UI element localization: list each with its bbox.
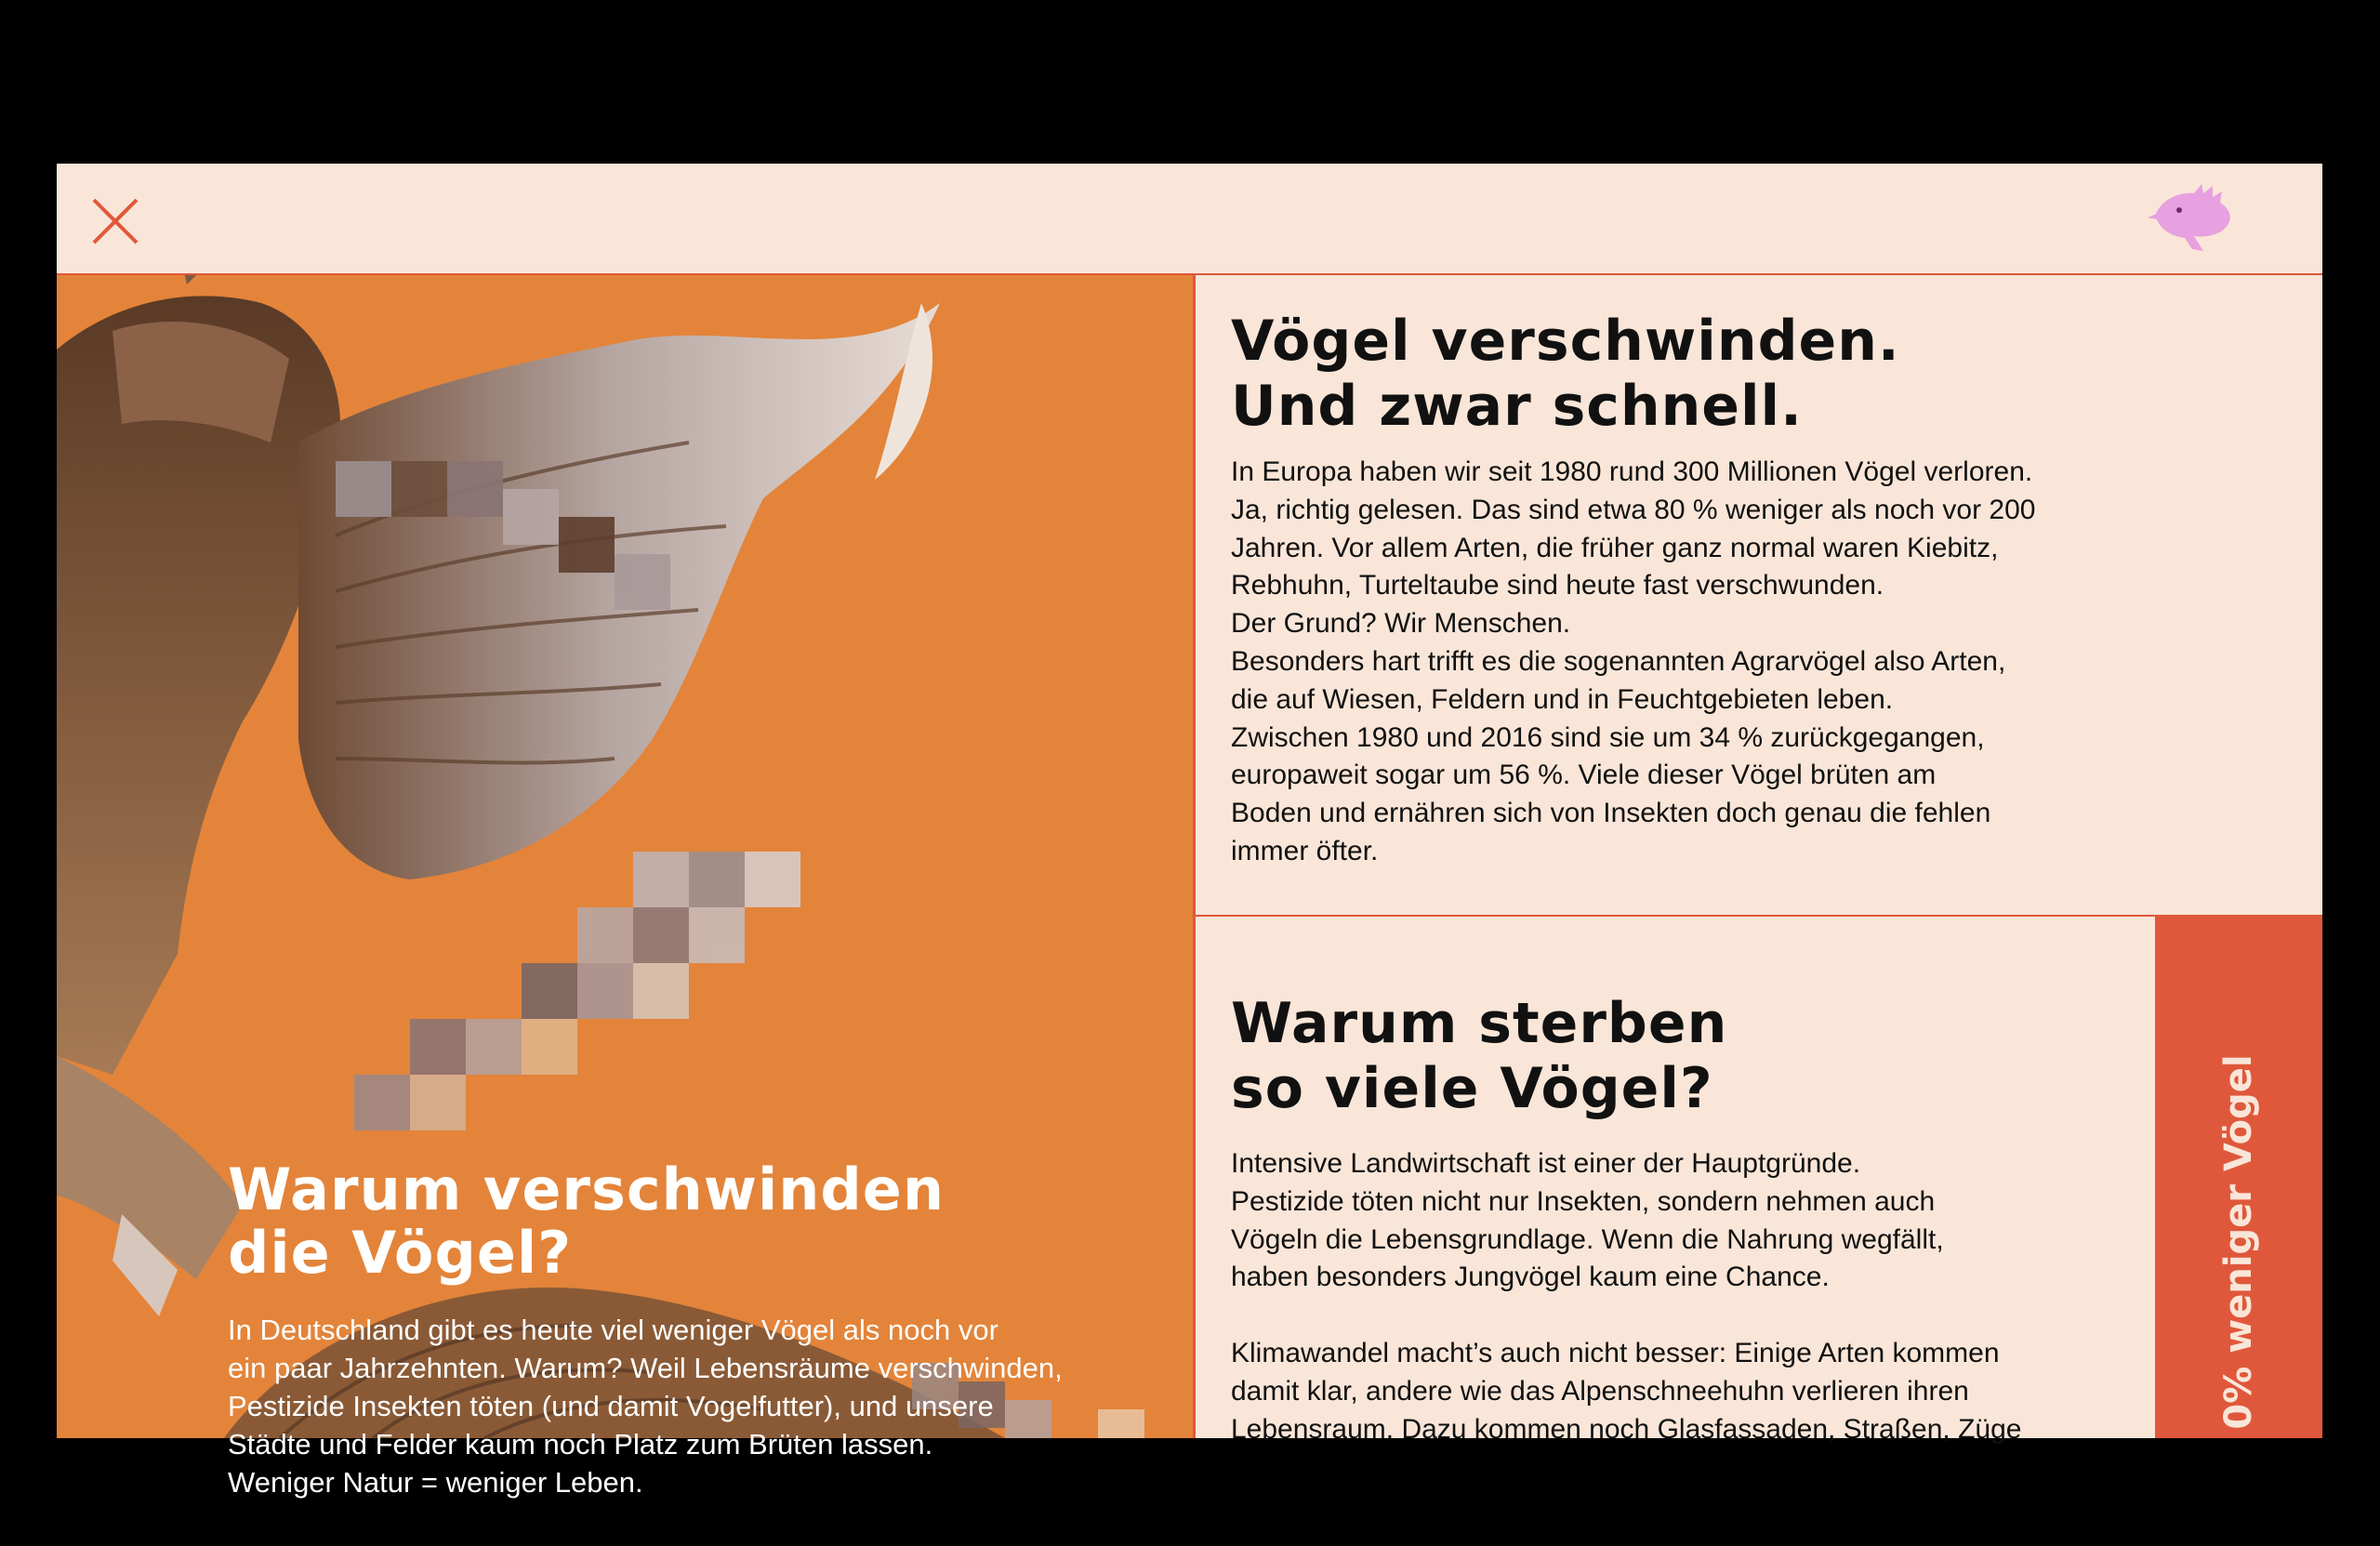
causes-title [1231,991,2068,1121]
close-button[interactable] [90,196,140,246]
close-icon[interactable] [90,196,140,246]
left-panel-title-line: die Vögel? [228,1219,573,1287]
causes-title-line: Warum sterben [1231,991,1728,1056]
brand-logo [2148,177,2241,257]
article-window [57,164,2322,1499]
top-bar [57,164,2322,275]
causes-title-line: so viele Vögel? [1231,1056,1713,1121]
causes-text: Intensive Landwirtschaft ist einer der Hauptgründe. Pestizide töten nicht nur Insekten, sondern nehmen auch Vögeln die Lebensgrundlage. Wenn die Nahrung wegfällt, haben besonders Jungvögel kaum eine Chance. Klimawandel macht’s auch nicht besser: Einige Arten kommen damit klar, andere wie das Alpenschneehuhn verlieren ihren Lebensraum. Dazu kommen noch Glasfassaden, Straßen, Züge [1231,1148,2022,1445]
intro-title-line: Und zwar schnell. [1231,374,1803,439]
stat-strip-text: 0% weniger Vögel [2217,1054,2260,1430]
left-panel-title-line: Warum verschwinden [228,1156,945,1223]
intro-section [1193,275,2322,917]
left-panel [57,275,1193,1499]
intro-title-line: Vögel verschwinden. [1231,309,1900,374]
intro-text: In Europa haben wir seit 1980 rund 300 Millionen Vögel verloren. Ja, richtig gelesen. Das sind etwa 80 % weniger als noch vor 200 Jahren. Vor allem Arten, die früher ganz normal waren Kiebitz, Rebhuhn, Turteltaube sind heute fast verschwunden. Der Grund? Wir Menschen. Besonders hart trifft es die sogenannten Agrarvögel also Arten, die auf Wiesen, Feldern und in Feuchtgebieten leben. Zwischen 1980 und 2016 sind sie um 34 % zurückgegangen, europaweit sogar um 56 %. Viele dieser Vögel brüten am Boden und ernähren sich von Insekten doch genau die fehlen immer öfter. [1231,456,2036,866]
stat-strip [2155,917,2322,1438]
left-panel-text: In Deutschland gibt es heute viel weniger Vögel als noch vor ein paar Jahrzehnten. Warum? Weil Lebensräume verschwinden, Pestizide Insekten töten (und damit Vogelfutter), und unsere Städte und Felder kaum noch Platz zum Brüten lassen. Weniger Natur = weniger Leben. [228,1314,1063,1499]
bird-logo-icon [2148,177,2241,257]
causes-section [1193,917,2155,1445]
intro-title [1231,309,2254,439]
left-panel-title [228,1158,1064,1285]
